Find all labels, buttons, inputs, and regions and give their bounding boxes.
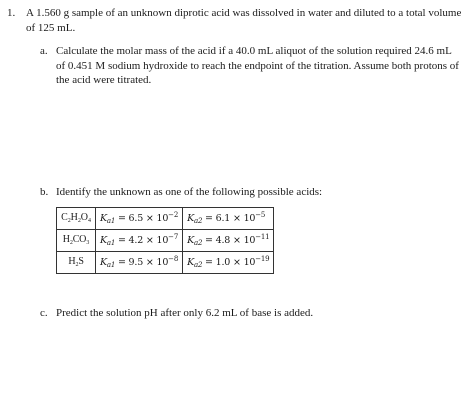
acid-formula: H₂S (57, 252, 96, 274)
k-subscript: a1 (106, 261, 116, 270)
table-row (57, 230, 274, 252)
k-symbol: K (187, 257, 194, 269)
part-a-label: a. (40, 45, 48, 57)
ka1-value: $K_{a1} = 6.5 \times 10^{-2}$ (96, 208, 183, 230)
k-symbol: K (100, 235, 107, 247)
k-exponent: −8 (168, 255, 179, 264)
k-mantissa: 4.8 (215, 235, 231, 247)
part-c-label: c. (40, 307, 48, 319)
k-base: 10 (243, 235, 256, 247)
k-subscript: a1 (106, 239, 116, 248)
k-base: 10 (156, 235, 169, 247)
part-b-text: Identify the unknown as one of the following possible acids: (56, 186, 323, 198)
k-exponent: −5 (255, 211, 266, 220)
k-symbol: K (100, 213, 107, 225)
acid-formula: C₂H₂O₄ (57, 208, 96, 230)
k-symbol: K (187, 235, 194, 247)
k-base: 10 (156, 257, 169, 269)
k-exponent: −2 (168, 211, 179, 220)
k-exponent: −7 (168, 233, 179, 242)
k-exponent: −11 (255, 233, 270, 242)
table-row (57, 252, 274, 274)
ka1-value: $K_{a1} = 4.2 \times 10^{-7}$ (96, 230, 183, 252)
k-subscript: a2 (194, 217, 203, 226)
k-mantissa: 1.0 (215, 257, 231, 269)
ka2-value: $K_{a2} = 1.0 \times 10^{-19}$ (183, 252, 274, 274)
k-subscript: a2 (194, 239, 203, 248)
ka2-value: $K_{a2} = 6.1 \times 10^{-5}$ (183, 208, 274, 230)
k-mantissa: 4.2 (128, 235, 144, 247)
k-symbol: K (100, 257, 107, 269)
k-mantissa: 6.1 (215, 213, 231, 225)
k-exponent: −19 (255, 255, 270, 264)
question-stem: A 1.560 g sample of an unknown diprotic acid was dissolved in water and diluted to a total volume of 125 mL. (26, 7, 462, 34)
k-base: 10 (156, 213, 169, 225)
ka1-value: $K_{a1} = 9.5 \times 10^{-8}$ (96, 252, 183, 274)
k-base: 10 (243, 257, 256, 269)
k-base: 10 (243, 213, 256, 225)
question-number: 1. (7, 7, 16, 19)
k-mantissa: 9.5 (128, 257, 144, 269)
table-row (57, 208, 274, 230)
part-a-text: Calculate the molar mass of the acid if a 40.0 mL aliquot of the solution required 24.6 mL of 0.451 M sodium hydroxide to reach the endpoint of the titration. Assume both protons of the acid were titrated. (56, 45, 459, 86)
part-b-label: b. (40, 186, 49, 198)
acid-constants-table (56, 207, 274, 274)
acid-formula: H₂CO₃ (57, 230, 96, 252)
k-symbol: K (187, 213, 194, 225)
part-c-text: Predict the solution pH after only 6.2 mL of base is added. (56, 307, 314, 319)
k-mantissa: 6.5 (128, 213, 144, 225)
k-subscript: a2 (194, 261, 203, 270)
ka2-value: $K_{a2} = 4.8 \times 10^{-11}$ (183, 230, 274, 252)
k-subscript: a1 (106, 217, 116, 226)
